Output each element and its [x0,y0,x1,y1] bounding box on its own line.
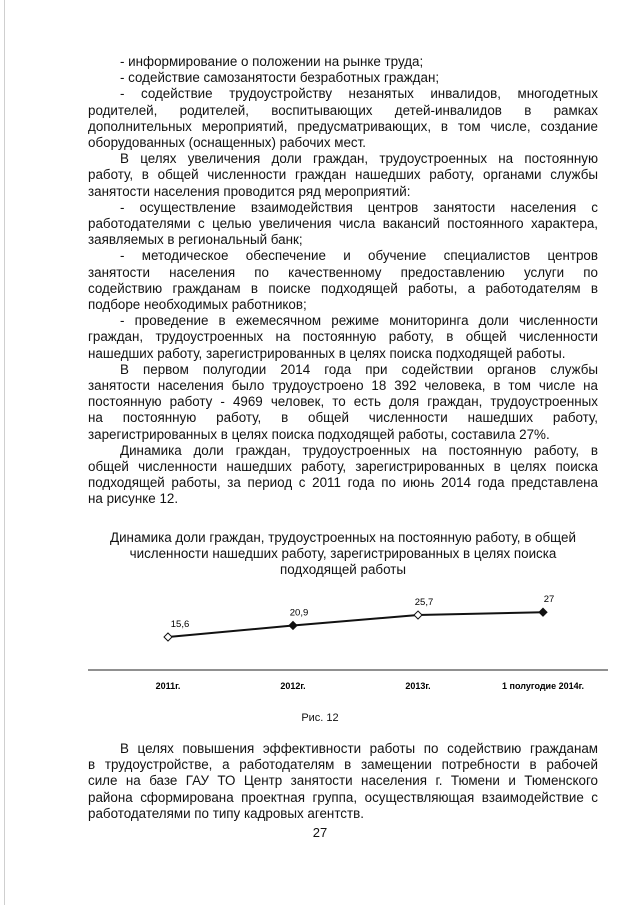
figure-caption: Рис. 12 [301,712,339,724]
text-line: занятости населения по качественному предоставлению услуги по [88,264,598,280]
page-number: 27 [312,825,328,840]
chart-title-line: подходящей работы [280,562,406,578]
text-line: работодателями с целью увеличения числа вакансий постоянного характера, [88,216,598,232]
text-line: подходящей работы, за период с 2011 года по июнь 2014 года представлена [88,475,598,491]
paragraph [88,70,598,86]
data-label: 27 [543,594,555,606]
text-line: В целях повышения эффективности работы по содействию гражданам [120,741,598,756]
data-label: 20,9 [289,607,309,619]
text-line: - содействие самозанятости безработных граждан; [120,70,440,86]
chart-title-line: Динамика доли граждан, трудоустроенных на постоянную работу, в общей [110,530,576,545]
paragraph [88,86,598,151]
body-text-bottom [88,741,598,822]
data-point [414,611,422,619]
x-tick-label: 1 полугодие 2014г. [502,681,584,691]
text-line: В первом полугодии 2014 года при содействии органов службы [120,361,598,377]
text-line: в трудоустройстве, а работодателям в замещении потребности в рабочей [88,757,598,773]
text-line: района сформирована проектная группа, осуществляющая взаимодействие с [88,789,598,805]
series-line [168,612,543,637]
text-line: В целях увеличения доли граждан, трудоустроенных на постоянную [120,151,598,167]
paragraph [88,741,598,822]
text-line: работодателями по типу кадровых агентств. [88,805,364,821]
text-line: нашедших работу, зарегистрированных в целях поиска подходящей работы. [88,345,566,361]
paragraph [88,151,598,200]
text-line: заявляемых в региональный банк; [88,232,303,248]
chart-title-line: численности нашедших работу, зарегистрированных в целях поиска [129,546,557,562]
text-line: занятости населения было трудоустроено 18 392 человека, в том числе на [88,378,598,394]
text-line: родителей, родителей, воспитывающих детей-инвалидов в рамках [88,102,598,118]
paragraph [88,443,598,508]
text-line: содействию гражданам в поиске подходящей работы, а работодателям в [88,280,598,296]
page-edge-line [4,0,5,905]
text-line: подборе необходимых работников; [88,297,307,313]
data-label: 25,7 [414,597,434,609]
text-line: работу, в общей численности граждан нашедших работу, органами службы [88,167,598,183]
body-text-top [88,54,598,508]
paragraph [88,54,598,70]
text-line: - методическое обеспечение и обучение специалистов центров [120,248,598,264]
text-line: оборудованных (оснащенных) рабочих мест. [88,135,366,151]
data-point [539,608,547,616]
text-line: на постоянную работу, в общей численности нашедших работу, [88,410,598,426]
text-line: - осуществление взаимодействия центров занятости населения с [120,199,598,215]
text-line: Динамика доли граждан, трудоустроенных на постоянную работу, в [120,442,598,458]
data-label: 15,6 [170,619,190,630]
paragraph [88,313,598,362]
text-line: силе на базе ГАУ ТО Центр занятости населения г. Тюмени и Тюменского [88,773,598,789]
text-line: на рисунке 12. [88,491,179,507]
x-tick-label: 2011г. [155,681,181,691]
text-line: постоянную работу - 4969 человек, то есть доля граждан, трудоустроенных [88,394,598,410]
x-tick-label: 2012г. [280,681,306,691]
data-point [164,633,172,641]
paragraph [88,248,598,313]
x-tick-label: 2013г. [405,681,431,691]
text-line: зарегистрированных в целях поиска подходящей работы, составила 27%. [88,426,550,442]
text-line: - информирование о положении на рынке труда; [120,54,424,69]
text-line: общей численности нашедших работу, зарегистрированных в целях поиска [88,459,598,475]
line-chart [88,585,608,695]
text-line: занятости населения проводится ряд мероприятий: [88,183,411,199]
chart-title [88,530,598,579]
paragraph [88,200,598,249]
text-line: граждан, трудоустроенных на постоянную работу, в общей численности [88,329,598,345]
text-line: - проведение в ежемесячном режиме мониторинга доли численности [120,313,598,329]
paragraph [88,362,598,443]
text-line: дополнительных мероприятий, предусматривающих, в том числе, создание [88,118,598,134]
text-line: - содействие трудоустройству незанятых инвалидов, многодетных [120,86,598,102]
data-point [289,621,297,629]
